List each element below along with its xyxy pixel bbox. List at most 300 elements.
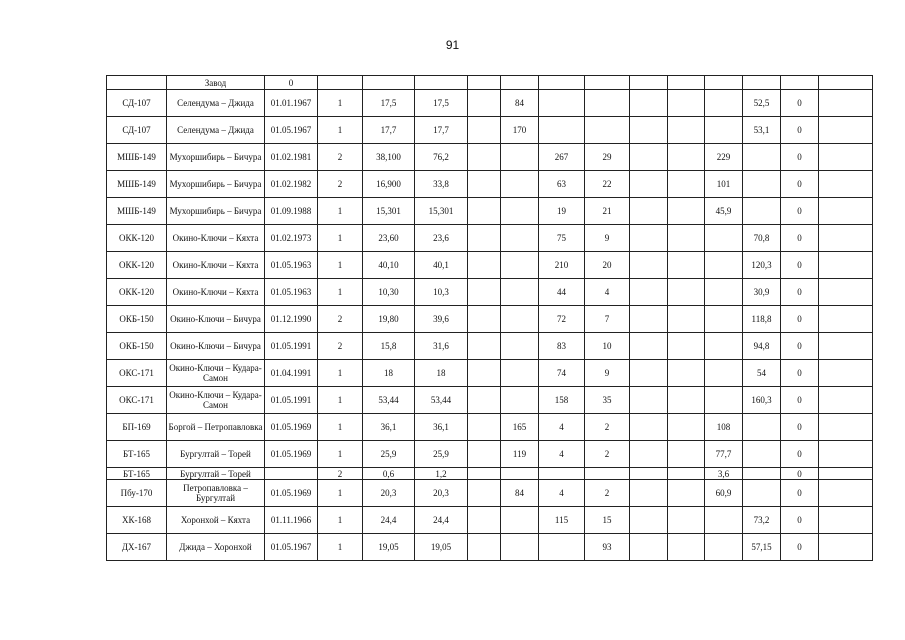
cell-date: 01.02.1982 (265, 171, 318, 198)
cell-c10 (630, 252, 668, 279)
cell-c9: 20 (585, 252, 630, 279)
cell-c7: 84 (501, 480, 539, 507)
cell-route: Бургултай – Торей (167, 468, 265, 480)
cell-c7 (501, 360, 539, 387)
cell-route: Селендума – Джида (167, 117, 265, 144)
cell-route: Окино-Ключи – Кудара-Самон (167, 360, 265, 387)
cell-c14: 0 (781, 198, 819, 225)
cell-c5 (415, 76, 468, 90)
table-row (107, 387, 873, 414)
cell-c10 (630, 507, 668, 534)
cell-c6 (468, 279, 501, 306)
cell-c14: 0 (781, 534, 819, 561)
cell-c8: 74 (539, 360, 585, 387)
cell-code: МШБ-149 (107, 198, 167, 225)
cell-route: Окино-Ключи – Кяхта (167, 252, 265, 279)
cell-c6 (468, 117, 501, 144)
cell-route: Мухоршибирь – Бичура (167, 171, 265, 198)
cell-c15 (819, 534, 873, 561)
cell-c4: 0,6 (363, 468, 415, 480)
cell-c11 (668, 171, 705, 198)
cell-date: 01.09.1988 (265, 198, 318, 225)
cell-c5: 1,2 (415, 468, 468, 480)
cell-c13 (743, 468, 781, 480)
cell-c8 (539, 468, 585, 480)
cell-c13: 120,3 (743, 252, 781, 279)
cell-c14 (781, 76, 819, 90)
cell-c6 (468, 534, 501, 561)
cell-c11 (668, 198, 705, 225)
cell-c15 (819, 480, 873, 507)
cell-c15 (819, 387, 873, 414)
cell-n: 1 (318, 534, 363, 561)
cell-route: Селендума – Джида (167, 90, 265, 117)
cell-c8: 44 (539, 279, 585, 306)
table-row (107, 144, 873, 171)
cell-route: Бургултай – Торей (167, 441, 265, 468)
cell-c7: 119 (501, 441, 539, 468)
cell-date: 01.02.1973 (265, 225, 318, 252)
cell-c15 (819, 306, 873, 333)
cell-n: 1 (318, 252, 363, 279)
cell-c8 (539, 534, 585, 561)
cell-code: МШБ-149 (107, 144, 167, 171)
cell-c11 (668, 144, 705, 171)
table-row (107, 534, 873, 561)
cell-c4: 24,4 (363, 507, 415, 534)
cell-c13 (743, 198, 781, 225)
cell-c13: 52,5 (743, 90, 781, 117)
cell-c12: 3,6 (705, 468, 743, 480)
cell-code: БТ-165 (107, 468, 167, 480)
cell-date: 01.01.1967 (265, 90, 318, 117)
cell-c8: 158 (539, 387, 585, 414)
cell-c15 (819, 468, 873, 480)
table-row (107, 480, 873, 507)
cell-c7 (501, 144, 539, 171)
cell-c8 (539, 90, 585, 117)
cell-c10 (630, 387, 668, 414)
cell-c15 (819, 76, 873, 90)
table-row (107, 117, 873, 144)
cell-c8: 267 (539, 144, 585, 171)
cell-c12: 229 (705, 144, 743, 171)
cell-c13 (743, 441, 781, 468)
data-table (106, 75, 873, 561)
cell-c11 (668, 414, 705, 441)
cell-c4: 40,10 (363, 252, 415, 279)
table-row (107, 333, 873, 360)
cell-c7: 170 (501, 117, 539, 144)
cell-n: 1 (318, 225, 363, 252)
cell-n: 2 (318, 171, 363, 198)
cell-n: 1 (318, 90, 363, 117)
cell-date: 01.02.1981 (265, 144, 318, 171)
cell-c12 (705, 360, 743, 387)
cell-code: МШБ-149 (107, 171, 167, 198)
cell-c9: 2 (585, 441, 630, 468)
cell-code: СД-107 (107, 117, 167, 144)
cell-c7 (501, 534, 539, 561)
cell-c11 (668, 117, 705, 144)
cell-c7: 165 (501, 414, 539, 441)
cell-c12 (705, 333, 743, 360)
cell-c5: 19,05 (415, 534, 468, 561)
cell-n: 1 (318, 198, 363, 225)
cell-c8: 210 (539, 252, 585, 279)
cell-c6 (468, 306, 501, 333)
cell-c10 (630, 480, 668, 507)
cell-c9 (585, 468, 630, 480)
cell-route: Завод (167, 76, 265, 90)
cell-c5: 33,8 (415, 171, 468, 198)
cell-c10 (630, 414, 668, 441)
cell-c14: 0 (781, 306, 819, 333)
cell-date: 01.05.1967 (265, 534, 318, 561)
cell-c12 (705, 225, 743, 252)
cell-c11 (668, 306, 705, 333)
cell-code: ДХ-167 (107, 534, 167, 561)
cell-c5: 76,2 (415, 144, 468, 171)
cell-n: 1 (318, 480, 363, 507)
cell-route: Джида – Хоронхой (167, 534, 265, 561)
cell-c6 (468, 198, 501, 225)
cell-c8: 115 (539, 507, 585, 534)
cell-c6 (468, 414, 501, 441)
cell-c15 (819, 90, 873, 117)
cell-date: 01.05.1969 (265, 414, 318, 441)
cell-c13: 53,1 (743, 117, 781, 144)
cell-n: 2 (318, 306, 363, 333)
cell-c9: 9 (585, 225, 630, 252)
cell-c5: 25,9 (415, 441, 468, 468)
cell-date: 01.05.1967 (265, 117, 318, 144)
cell-c15 (819, 117, 873, 144)
cell-c10 (630, 279, 668, 306)
cell-c15 (819, 507, 873, 534)
cell-code: ОКБ-150 (107, 306, 167, 333)
cell-c12: 45,9 (705, 198, 743, 225)
cell-code: ОКК-120 (107, 252, 167, 279)
cell-c10 (630, 76, 668, 90)
cell-c7 (501, 198, 539, 225)
cell-c13 (743, 144, 781, 171)
cell-c13: 118,8 (743, 306, 781, 333)
cell-route: Мухоршибирь – Бичура (167, 144, 265, 171)
cell-c11 (668, 225, 705, 252)
cell-code (107, 76, 167, 90)
cell-code: СД-107 (107, 90, 167, 117)
cell-c11 (668, 279, 705, 306)
cell-c8: 4 (539, 441, 585, 468)
table-row (107, 225, 873, 252)
cell-c6 (468, 144, 501, 171)
cell-c14: 0 (781, 90, 819, 117)
cell-c7 (501, 387, 539, 414)
cell-c9: 4 (585, 279, 630, 306)
cell-code: ОКС-171 (107, 387, 167, 414)
cell-route: Боргой – Петропавловка (167, 414, 265, 441)
cell-c12 (705, 76, 743, 90)
cell-c14: 0 (781, 252, 819, 279)
cell-code: ХК-168 (107, 507, 167, 534)
cell-date: 01.05.1963 (265, 279, 318, 306)
cell-route: Окино-Ключи – Кяхта (167, 225, 265, 252)
cell-c9: 9 (585, 360, 630, 387)
cell-c9: 2 (585, 480, 630, 507)
cell-c9: 7 (585, 306, 630, 333)
cell-c9: 29 (585, 144, 630, 171)
cell-c5: 17,7 (415, 117, 468, 144)
cell-c9: 35 (585, 387, 630, 414)
cell-n: 2 (318, 144, 363, 171)
cell-c4: 10,30 (363, 279, 415, 306)
cell-c4: 53,44 (363, 387, 415, 414)
cell-c8: 83 (539, 333, 585, 360)
cell-c5: 39,6 (415, 306, 468, 333)
cell-c8: 72 (539, 306, 585, 333)
cell-c9: 22 (585, 171, 630, 198)
cell-c9: 21 (585, 198, 630, 225)
cell-c14: 0 (781, 507, 819, 534)
cell-c12: 101 (705, 171, 743, 198)
cell-c11 (668, 507, 705, 534)
cell-c5: 15,301 (415, 198, 468, 225)
cell-c7 (501, 507, 539, 534)
cell-c4: 18 (363, 360, 415, 387)
cell-c11 (668, 441, 705, 468)
cell-c12 (705, 387, 743, 414)
cell-c11 (668, 90, 705, 117)
cell-n: 1 (318, 507, 363, 534)
cell-c15 (819, 360, 873, 387)
cell-c15 (819, 225, 873, 252)
cell-c14: 0 (781, 441, 819, 468)
cell-c7 (501, 171, 539, 198)
cell-c6 (468, 468, 501, 480)
cell-code: ОКС-171 (107, 360, 167, 387)
cell-c11 (668, 333, 705, 360)
cell-date: 01.05.1969 (265, 441, 318, 468)
cell-c13 (743, 414, 781, 441)
cell-c14: 0 (781, 480, 819, 507)
cell-c10 (630, 117, 668, 144)
cell-c8: 75 (539, 225, 585, 252)
cell-c14: 0 (781, 225, 819, 252)
cell-c11 (668, 480, 705, 507)
table-row (107, 252, 873, 279)
cell-c6 (468, 507, 501, 534)
cell-c9: 15 (585, 507, 630, 534)
cell-c5: 18 (415, 360, 468, 387)
cell-c14: 0 (781, 468, 819, 480)
cell-c4: 17,5 (363, 90, 415, 117)
table-row (107, 90, 873, 117)
cell-c14: 0 (781, 387, 819, 414)
cell-route: Мухоршибирь – Бичура (167, 198, 265, 225)
cell-c5: 20,3 (415, 480, 468, 507)
cell-c5: 31,6 (415, 333, 468, 360)
table-row (107, 279, 873, 306)
cell-c13: 54 (743, 360, 781, 387)
cell-c11 (668, 252, 705, 279)
cell-c7 (501, 279, 539, 306)
cell-c7: 84 (501, 90, 539, 117)
cell-c9 (585, 90, 630, 117)
cell-c14: 0 (781, 414, 819, 441)
cell-c4: 36,1 (363, 414, 415, 441)
cell-code: ОКК-120 (107, 225, 167, 252)
cell-c13: 57,15 (743, 534, 781, 561)
cell-c9: 93 (585, 534, 630, 561)
cell-c8: 63 (539, 171, 585, 198)
cell-c5: 36,1 (415, 414, 468, 441)
table-row (107, 468, 873, 480)
cell-c7 (501, 333, 539, 360)
cell-c5: 10,3 (415, 279, 468, 306)
cell-c10 (630, 306, 668, 333)
cell-c9: 2 (585, 414, 630, 441)
cell-c6 (468, 171, 501, 198)
cell-n: 1 (318, 117, 363, 144)
cell-c4: 20,3 (363, 480, 415, 507)
cell-c8 (539, 76, 585, 90)
cell-n (318, 76, 363, 90)
cell-date: 01.05.1991 (265, 387, 318, 414)
cell-c10 (630, 198, 668, 225)
cell-c8: 19 (539, 198, 585, 225)
cell-c6 (468, 90, 501, 117)
table-row (107, 360, 873, 387)
cell-c10 (630, 333, 668, 360)
cell-c12: 77,7 (705, 441, 743, 468)
cell-c13: 73,2 (743, 507, 781, 534)
cell-n: 1 (318, 279, 363, 306)
cell-c12 (705, 507, 743, 534)
cell-c9 (585, 76, 630, 90)
cell-c6 (468, 360, 501, 387)
cell-c11 (668, 76, 705, 90)
cell-c14: 0 (781, 360, 819, 387)
cell-c13: 94,8 (743, 333, 781, 360)
table-row (107, 441, 873, 468)
cell-date: 01.05.1963 (265, 252, 318, 279)
cell-c13: 30,9 (743, 279, 781, 306)
cell-code: БП-169 (107, 414, 167, 441)
cell-c5: 53,44 (415, 387, 468, 414)
cell-c11 (668, 534, 705, 561)
cell-code: БТ-165 (107, 441, 167, 468)
cell-c10 (630, 534, 668, 561)
cell-c6 (468, 333, 501, 360)
cell-c9: 10 (585, 333, 630, 360)
cell-date: 01.11.1966 (265, 507, 318, 534)
cell-c4: 25,9 (363, 441, 415, 468)
cell-c7 (501, 225, 539, 252)
cell-c11 (668, 360, 705, 387)
cell-route: Окино-Ключи – Кудара-Самон (167, 387, 265, 414)
cell-c13 (743, 480, 781, 507)
cell-c10 (630, 225, 668, 252)
cell-route: Окино-Ключи – Бичура (167, 333, 265, 360)
cell-route: Петропавловка – Бургултай (167, 480, 265, 507)
cell-route: Окино-Ключи – Кяхта (167, 279, 265, 306)
cell-c6 (468, 225, 501, 252)
cell-c10 (630, 90, 668, 117)
cell-c15 (819, 333, 873, 360)
page-number: 91 (445, 38, 460, 52)
cell-c10 (630, 441, 668, 468)
cell-c4: 19,80 (363, 306, 415, 333)
cell-c6 (468, 76, 501, 90)
cell-c12: 60,9 (705, 480, 743, 507)
cell-c4: 38,100 (363, 144, 415, 171)
cell-c6 (468, 387, 501, 414)
cell-code: Пбу-170 (107, 480, 167, 507)
cell-c12: 108 (705, 414, 743, 441)
cell-c4 (363, 76, 415, 90)
table-row (107, 171, 873, 198)
cell-c12 (705, 117, 743, 144)
cell-route: Окино-Ключи – Бичура (167, 306, 265, 333)
cell-c15 (819, 441, 873, 468)
table-row (107, 76, 873, 90)
cell-c5: 23,6 (415, 225, 468, 252)
cell-c14: 0 (781, 171, 819, 198)
cell-c6 (468, 480, 501, 507)
cell-c13 (743, 171, 781, 198)
cell-c15 (819, 414, 873, 441)
cell-route: Хоронхой – Кяхта (167, 507, 265, 534)
cell-c15 (819, 144, 873, 171)
cell-c13 (743, 76, 781, 90)
cell-c15 (819, 171, 873, 198)
cell-c12 (705, 252, 743, 279)
cell-c5: 17,5 (415, 90, 468, 117)
cell-c7 (501, 76, 539, 90)
cell-date (265, 468, 318, 480)
cell-code: ОКК-120 (107, 279, 167, 306)
cell-c15 (819, 279, 873, 306)
cell-n: 1 (318, 414, 363, 441)
cell-c12 (705, 90, 743, 117)
cell-c13: 160,3 (743, 387, 781, 414)
cell-date: 01.12.1990 (265, 306, 318, 333)
cell-c11 (668, 468, 705, 480)
cell-date: 0 (265, 76, 318, 90)
table-row (107, 414, 873, 441)
cell-c8: 4 (539, 480, 585, 507)
cell-c5: 24,4 (415, 507, 468, 534)
cell-c10 (630, 144, 668, 171)
cell-c4: 15,301 (363, 198, 415, 225)
cell-c7 (501, 306, 539, 333)
cell-c6 (468, 441, 501, 468)
cell-n: 1 (318, 387, 363, 414)
cell-c7 (501, 468, 539, 480)
cell-c4: 15,8 (363, 333, 415, 360)
table-row (107, 198, 873, 225)
cell-c4: 19,05 (363, 534, 415, 561)
cell-n: 1 (318, 360, 363, 387)
cell-c11 (668, 387, 705, 414)
cell-c9 (585, 117, 630, 144)
table-row (107, 507, 873, 534)
cell-c4: 23,60 (363, 225, 415, 252)
cell-c7 (501, 252, 539, 279)
cell-c14: 0 (781, 333, 819, 360)
cell-code: ОКБ-150 (107, 333, 167, 360)
